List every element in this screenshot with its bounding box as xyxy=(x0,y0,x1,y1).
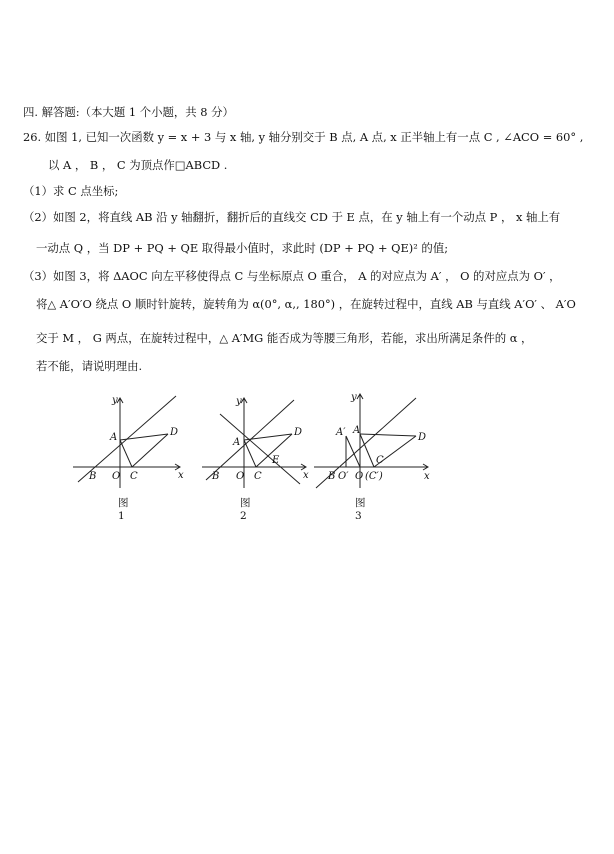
label-c: C xyxy=(254,471,262,482)
question-line-9: 若不能，请说明理由. xyxy=(36,359,143,373)
label-y: y xyxy=(112,395,118,406)
figure-2 xyxy=(200,392,312,492)
question-line-4: （2）如图 2，将直线 AB 沿 y 轴翻折，翻折后的直线交 CD 于 E 点，在 y 轴上有一个动点 P ， x 轴上有 xyxy=(23,210,561,224)
question-line-3: （1）求 C 点坐标; xyxy=(23,184,119,198)
label-e: E xyxy=(272,455,280,466)
label-o: O xyxy=(355,471,364,482)
figure-1 xyxy=(68,392,190,492)
label-d: D xyxy=(294,427,303,438)
segment-ad xyxy=(244,434,292,440)
label-c-prime: (C′) xyxy=(365,471,383,482)
label-a: A xyxy=(110,432,118,443)
question-line-2: 以 A ， B ， C 为顶点作□ABCD . xyxy=(48,158,228,172)
figure-3 xyxy=(312,388,434,492)
segment-a1-o xyxy=(346,436,360,467)
section-title: 四. 解答题:（本大题 1 个小题，共 8 分） xyxy=(23,105,234,119)
label-o: O xyxy=(112,471,121,482)
segment-ac xyxy=(120,440,132,467)
label-b: B xyxy=(212,471,220,482)
segment-ac xyxy=(360,434,374,467)
label-y: y xyxy=(236,396,242,407)
question-line-6: （3）如图 3，将 ΔAOC 向左平移使得点 C 与坐标原点 O 重合， A 的对应点为 A′ ， O 的对应点为 O′ ， xyxy=(23,269,561,283)
label-a: A xyxy=(233,437,241,448)
segment-ad xyxy=(360,434,416,436)
label-y: y xyxy=(351,392,357,403)
label-x: x xyxy=(424,471,430,482)
label-d: D xyxy=(418,432,427,443)
label-d: D xyxy=(170,427,179,438)
label-o: O xyxy=(236,471,245,482)
figure-2-caption: 图2 xyxy=(240,497,251,522)
figure-3-caption: 图3 xyxy=(355,497,366,522)
label-a-prime: A′ xyxy=(336,427,346,438)
label-c: C xyxy=(130,471,138,482)
figure-1-caption: 图1 xyxy=(118,497,129,522)
label-x: x xyxy=(303,470,309,481)
question-line-8: 交于 M ， G 两点，在旋转过程中，△ A′MG 能否成为等腰三角形，若能，求出所满足条件的 α ， xyxy=(36,331,533,345)
question-line-1: 26. 如图 1, 已知一次函数 y = x + 3 与 x 轴, y 轴分别交于 B 点, A 点, x 正半轴上有一点 C , ∠ACO = 60° , xyxy=(23,130,584,144)
label-a: A xyxy=(353,425,361,436)
label-b: B xyxy=(89,471,97,482)
question-line-5: 一动点 Q ，当 DP + PQ + QE 取得最小值时，求此时 (DP + PQ + QE)² 的值; xyxy=(36,241,449,255)
label-o-prime: O′ xyxy=(338,471,349,482)
segment-ad xyxy=(120,434,168,440)
label-c: C xyxy=(376,455,384,466)
question-line-7: 将△ A′O′O 绕点 O 顺时针旋转，旋转角为 α(0°, α,, 180°) ，在旋转过程中，直线 AB 与直线 A′O′ 、 A′O xyxy=(36,297,576,311)
segment-cd xyxy=(132,434,168,467)
label-x: x xyxy=(178,470,184,481)
label-b: B xyxy=(328,471,336,482)
